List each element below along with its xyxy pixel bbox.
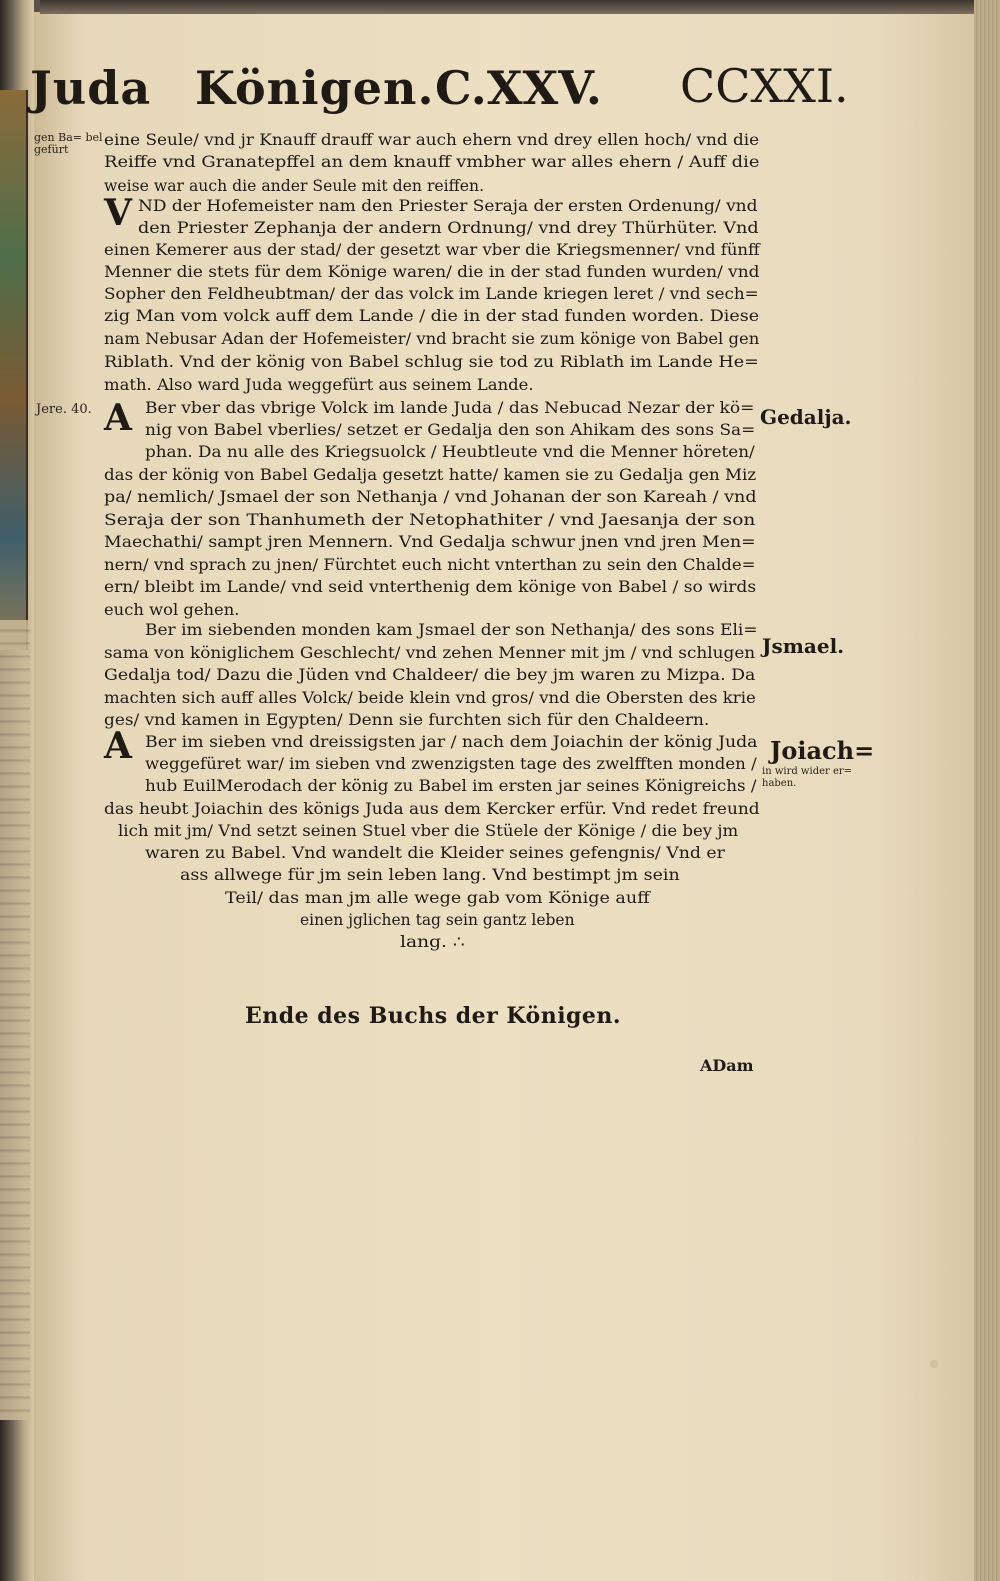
text-line: nig von Babel vberlies/ setzet er Gedalja den son Ahikam des sons Sa= [145,421,756,439]
text-line: Menner die stets für dem Könige waren/ die in der stad funden wurden/ vnd [104,263,760,281]
facing-page-text-edge [0,620,30,1420]
text-line: das der könig von Babel Gedalja gesetzt hatte/ kamen sie zu Gedalja gen Miz [104,466,757,484]
text-line: eine Seule/ vnd jr Knauff drauff war auch ehern vnd drey ellen hoch/ vnd die [104,131,760,149]
text-line: sama von königlichem Geschlecht/ vnd zehen Menner mit jm / vnd schlugen [104,644,756,662]
text-line: zig Man vom volck auff dem Lande / die in der stad funden worden. Diese [104,307,760,325]
header-book: Juda [30,61,152,115]
catchword: ADam [700,1056,754,1075]
initial-v: V [104,192,132,234]
text-line: math. Also ward Juda weggefürt aus seinem Lande. [104,376,534,394]
text-line: lich mit jm/ Vnd setzt seinen Stuel vber die Stüele der Könige / die bey jm [118,822,739,840]
header-kings: Königen. [195,61,435,115]
text-line: lang. ∴ [400,933,465,951]
text-line: nam Nebusar Adan der Hofemeister/ vnd bracht sie zum könige von Babel gen [104,330,760,348]
text-line: Reiffe vnd Granatepffel an dem knauff vmbher war alles ehern / Auff die [104,153,760,171]
text-line: den Priester Zephanja der andern Ordnung/ vnd drey Thürhüter. Vnd [138,219,759,237]
margin-note-jsmael: Jsmael. [762,634,845,658]
margin-note-joiach-sub: in wird wider er= haben. [762,766,853,789]
text-line: phan. Da nu alle des Kriegsuolck / Heubtleute vnd die Menner höreten/ [145,443,755,461]
text-line: einen jglichen tag sein gantz leben [300,911,575,929]
text-line: weise war auch die ander Seule mit den reiffen. [104,177,485,195]
running-header [30,55,910,125]
text-line: Maechathi/ sampt jren Mennern. Vnd Gedalja schwur jnen vnd jren Men= [104,533,756,551]
text-line: ass allwege für jm sein leben lang. Vnd bestimpt jm sein [180,866,680,884]
margin-note-joiach: Joiach= [770,736,875,765]
text-line: ND der Hofemeister nam den Priester Seraja der ersten Ordenung/ vnd [138,197,758,215]
header-chapter: C.XXV. [435,61,602,115]
margin-note-jere: Jere. 40. [36,402,92,417]
initial-a-first: A [104,397,132,439]
text-line: pa/ nemlich/ Jsmael der son Nethanja / vnd Johanan der son Kareah / vnd [104,488,757,506]
text-line: einen Kemerer aus der stad/ der gesetzt war vber die Kriegsmenner/ vnd fünff [104,241,760,259]
text-line: das heubt Joiachin des königs Juda aus dem Kercker erfür. Vnd redet freund [104,800,760,818]
text-line: ges/ vnd kamen in Egypten/ Denn sie furchten sich für den Chaldeern. [104,711,710,729]
text-line: Sopher den Feldheubtman/ der das volck im Lande kriegen leret / vnd sech= [104,285,759,303]
facing-page-illustration [0,90,28,650]
header-folio: CCXXI. [680,59,849,113]
text-line: Ber vber das vbrige Volck im lande Juda / das Nebucad Nezar der kö= [145,399,755,417]
text-line: hub EuilMerodach der könig zu Babel im ersten jar seines Königreichs / [145,777,757,795]
text-line: Gedalja tod/ Dazu die Jüden vnd Chaldeer/ die bey jm waren zu Mizpa. Da [104,666,756,684]
right-page-edges [974,0,1000,1581]
colophon: Ende des Buchs der Königen. [245,1003,622,1029]
margin-note-babel: gen Ba= bel gefürt [34,131,103,156]
ink-spot [930,1360,938,1368]
text-line: Teil/ das man jm alle wege gab vom Könige auff [225,889,650,907]
text-line: weggefüret war/ im sieben vnd zwenzigsten tage des zwelfften monden / [145,755,757,773]
text-line: nern/ vnd sprach zu jnen/ Fürchtet euch nicht vnterthan zu sein den Chalde= [104,556,756,574]
text-line: waren zu Babel. Vnd wandelt die Kleider seines gefengnis/ Vnd er [145,844,725,862]
text-line: ern/ bleibt im Lande/ vnd seid vnterthenig dem könige von Babel / so wirds [104,578,757,596]
text-line: Riblath. Vnd der könig von Babel schlug sie tod zu Riblath im Lande He= [104,353,759,371]
text-line: Ber im siebenden monden kam Jsmael der son Nethanja/ des sons Eli= [145,621,758,639]
text-line: Seraja der son Thanhumeth der Netophathiter / vnd Jaesanja der son [104,511,756,529]
text-line: machten sich auff alles Volck/ beide klein vnd gros/ vnd die Obersten des krie [104,689,756,707]
text-line: Ber im sieben vnd dreissigsten jar / nach dem Joiachin der könig Juda [145,733,758,751]
top-page-edge [40,0,1000,14]
initial-a-second: A [104,725,132,767]
margin-note-gedalja: Gedalja. [760,405,852,429]
text-line: euch wol gehen. [104,601,240,619]
